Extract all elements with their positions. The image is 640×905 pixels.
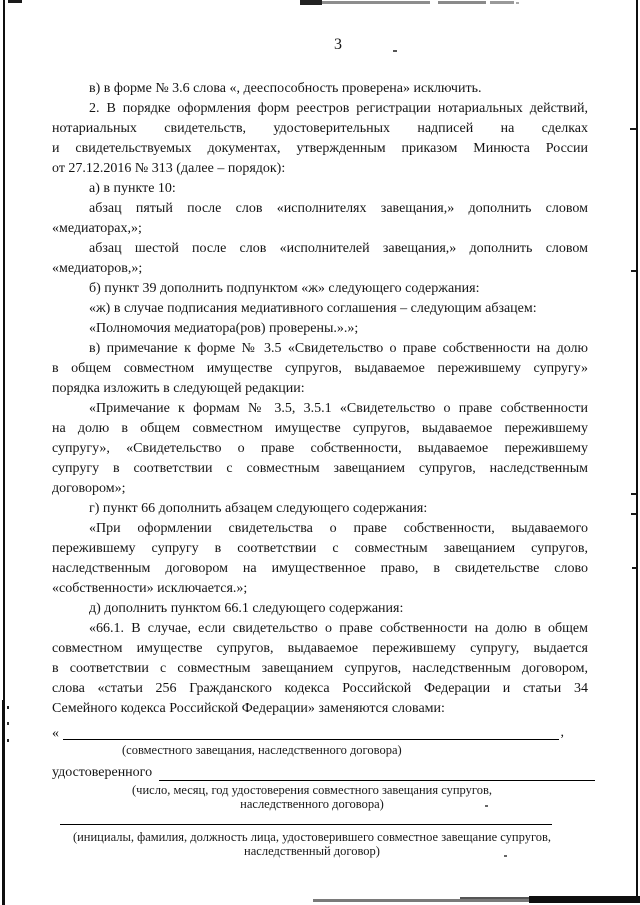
form-blank-row-2 xyxy=(52,764,595,781)
left-scan-speck xyxy=(7,739,9,742)
left-scan-speck xyxy=(7,706,9,709)
paragraph xyxy=(52,499,588,519)
bottom-scan-bar-gray xyxy=(313,899,535,902)
right-scan-tick xyxy=(630,128,636,130)
text-line: в) примечание к форме № 3.5 «Свидетельство о праве собственности на долю xyxy=(89,341,588,356)
text-line: «ж) в случае подписания медиативного соглашения – следующим абзацем: xyxy=(89,301,537,316)
text-line: Семейного кодекса Российской Федерации» заменяются словами: xyxy=(52,701,445,716)
top-left-scan-mark xyxy=(8,0,22,3)
paragraph xyxy=(52,79,588,99)
paragraph xyxy=(52,279,588,299)
blank-caption-2 xyxy=(52,783,572,811)
blank-caption-3-line-2: наследственный договор) xyxy=(244,844,380,858)
paragraph xyxy=(52,239,588,279)
text-line: «медиаторах,»; xyxy=(52,221,142,236)
paragraph xyxy=(52,339,588,399)
blank-line-1 xyxy=(63,724,559,740)
text-line: в соответствии с совместным завещанием супругов, наследственным договором, xyxy=(52,661,588,676)
text-line: супругу», «Свидетельство о праве собственности, выдаваемое пережившему xyxy=(52,441,588,456)
bottom-scan-bar-dark xyxy=(460,897,530,899)
text-line: в) в форме № 3.6 слова «, дееспособность проверена» исключить. xyxy=(89,81,482,96)
text-line: «При оформлении свидетельства о праве собственности, выдаваемого xyxy=(89,521,588,536)
left-scan-border-thick xyxy=(2,700,5,905)
text-line: нотариальных свидетельств, удостоверительных надписей на сделках xyxy=(52,121,588,136)
page-number: 3 xyxy=(334,36,342,53)
blank-line-2 xyxy=(159,763,595,781)
trailing-comma: , xyxy=(560,725,564,740)
text-line: б) пункт 39 дополнить подпунктом «ж» следующего содержания: xyxy=(89,281,480,296)
text-line: пережившему супругу в соответствии с совместным завещанием супругов, xyxy=(52,541,588,556)
text-line: на долю в общем совместном имуществе супругов, выдаваемое пережившему xyxy=(52,421,588,436)
right-scan-tick xyxy=(632,567,636,569)
text-line: «Примечание к формам № 3.5, 3.5.1 «Свидетельство о праве собственности xyxy=(89,401,588,416)
text-line: порядка изложить в следующей редакции: xyxy=(52,381,305,396)
paragraph xyxy=(52,619,588,719)
scan-dot xyxy=(393,50,397,52)
right-scan-border xyxy=(636,0,638,900)
text-line: совместном имуществе супругов, выдаваемое пережившему супругу, выдается xyxy=(52,641,588,656)
text-line: 2. В порядке оформления форм реестров регистрации нотариальных действий, xyxy=(89,101,588,116)
text-line: договором»; xyxy=(52,481,126,496)
paragraph xyxy=(52,319,588,339)
text-line: д) дополнить пунктом 66.1 следующего содержания: xyxy=(89,601,404,616)
text-line: «медиаторов,»; xyxy=(52,261,143,276)
top-scan-dot xyxy=(516,2,519,4)
text-line: в общем совместном имуществе супругов, выдаваемое пережившему супругу» xyxy=(52,361,588,376)
right-scan-tick xyxy=(631,493,636,495)
paragraph xyxy=(52,199,588,239)
text-line: от 27.12.2016 № 313 (далее – порядок): xyxy=(52,161,286,176)
blank-caption-2-line-2: наследственного договора) xyxy=(240,797,384,811)
top-scan-line xyxy=(322,1,430,4)
text-line: «66.1. В случае, если свидетельство о праве собственности на долю в общем xyxy=(89,621,588,636)
blank-caption-3 xyxy=(52,830,572,858)
text-line: а) в пункте 10: xyxy=(89,181,176,196)
text-line: «собственности» исключается.»; xyxy=(52,581,248,596)
paragraph xyxy=(52,599,588,619)
blank-caption-1: (совместного завещания, наследственного договора) xyxy=(122,743,402,757)
right-scan-tick xyxy=(631,513,636,515)
certified-label: удостоверенного xyxy=(52,765,153,780)
bottom-scan-bar-black xyxy=(529,896,640,903)
form-blank-row-1 xyxy=(52,725,564,740)
blank-line-3 xyxy=(60,824,552,825)
left-scan-speck xyxy=(7,722,9,725)
paragraph xyxy=(52,519,588,599)
paragraph xyxy=(52,99,588,179)
paragraph xyxy=(52,399,588,499)
text-line: абзац пятый после слов «исполнителях завещания,» дополнить словом xyxy=(89,201,588,216)
text-line: «Полномочия медиатора(ров) проверены.».»; xyxy=(89,321,359,336)
top-scan-mark xyxy=(300,0,322,5)
paragraph xyxy=(52,299,588,319)
body-text xyxy=(52,79,588,719)
text-line: и свидетельствуемых документах, утвержденным приказом Минюста России xyxy=(52,141,588,156)
blank-caption-2-line-1: (число, месяц, год удостоверения совместного завещания супругов, xyxy=(132,783,492,797)
blank-caption-3-line-1: (инициалы, фамилия, должность лица, удостоверившего совместное завещание супругов, xyxy=(72,830,552,844)
text-line: абзац шестой после слов «исполнителей завещания,» дополнить словом xyxy=(89,241,588,256)
text-line: г) пункт 66 дополнить абзацем следующего содержания: xyxy=(89,501,428,516)
top-scan-line xyxy=(490,1,514,4)
top-scan-line xyxy=(438,1,486,4)
text-line: супругу в соответствии с совместным завещанием супругов, наследственным xyxy=(52,461,588,476)
paragraph xyxy=(52,179,588,199)
right-scan-tick xyxy=(631,270,636,272)
open-quote-mark: « xyxy=(52,726,59,741)
text-line: наследственным договором на имущественное право, в свидетельстве слово xyxy=(52,561,588,576)
text-line: слова «статьи 256 Гражданского кодекса Российской Федерации и статьи 34 xyxy=(52,681,588,696)
